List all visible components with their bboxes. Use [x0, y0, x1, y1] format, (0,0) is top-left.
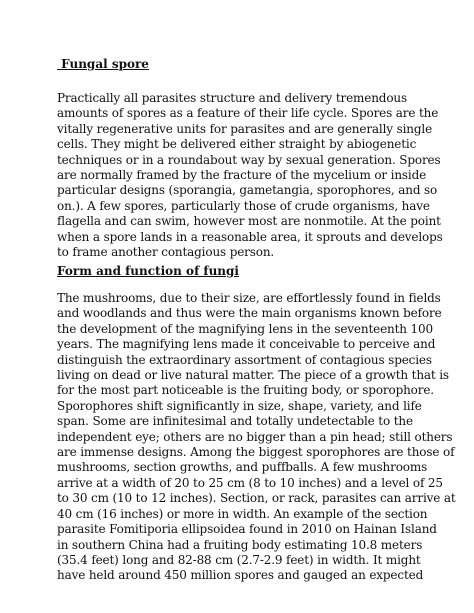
text-line: and woodlands and thus were the main organisms known before [57, 306, 442, 321]
text-line: on.). A few spores, particularly those of crude organisms, have [57, 198, 430, 213]
text-line: mushrooms, section growths, and puffballs. A few mushrooms [57, 460, 428, 475]
text-line: amounts of spores as a feature of their life cycle. Spores are the [57, 106, 439, 121]
text-line: particular designs (sporangia, gametangia, sporophores, and so [57, 183, 438, 198]
text-line: for the most part noticeable is the fruiting body, or sporophore. [57, 383, 434, 398]
section-heading-form-and-function: Form and function of fungi [57, 264, 239, 278]
text-line: when a spore lands in a reasonable area, it sprouts and develops [57, 229, 443, 244]
text-line: are normally framed by the fracture of the mycelium or inside [57, 168, 427, 183]
text-line: years. The magnifying lens made it conceivable to perceive and [57, 337, 436, 352]
text-line: have held around 450 million spores and gauged an expected [57, 568, 424, 583]
text-line: are immense designs. Among the biggest sporophores are those of [57, 445, 455, 460]
text-line: flagella and can swim, however most are nonmotile. At the point [57, 214, 441, 229]
text-line: parasite Fomitiporia ellipsoidea found in 2010 on Hainan Island [57, 522, 437, 537]
text-line: living on dead or live natural matter. The piece of a growth that is [57, 368, 449, 383]
text-line: cells. They might be delivered either straight by abiogenetic [57, 137, 417, 152]
text-line: the development of the magnifying lens in the seventeenth 100 [57, 321, 433, 336]
text-line: The mushrooms, due to their size, are effortlessly found in fields [57, 291, 441, 305]
text-line: in southern China had a fruiting body estimating 10.8 meters [57, 537, 423, 552]
text-line: (35.4 feet) long and 82-88 cm (2.7-2.9 feet) in width. It might [57, 552, 421, 567]
text-line: arrive at a width of 20 to 25 cm (8 to 10 inches) and a level of 25 [57, 475, 443, 490]
paragraph-fungal-spore [57, 91, 443, 260]
text-line: vitally regenerative units for parasites and are generally single [57, 121, 433, 136]
text-line: techniques or in a roundabout way by sexual generation. Spores [57, 152, 441, 167]
text-line: Sporophores shift significantly in size, shape, variety, and life [57, 398, 422, 413]
text-line: span. Some are infinitesimal and totally undetectable to the [57, 414, 413, 429]
section-heading-fungal-spore: Fungal spore [57, 57, 149, 71]
text-line: Practically all parasites structure and delivery tremendous [57, 91, 407, 105]
text-line: independent eye; others are no bigger than a pin head; still others [57, 429, 453, 444]
text-line: distinguish the extraordinary assortment of contagious species [57, 352, 432, 367]
text-line: to frame another contagious person. [57, 245, 275, 260]
text-line: 40 cm (16 inches) or more in width. An example of the section [57, 506, 428, 521]
text-line: to 30 cm (10 to 12 inches). Section, or rack, parasites can arrive at [57, 491, 456, 506]
paragraph-form-and-function [57, 291, 456, 584]
